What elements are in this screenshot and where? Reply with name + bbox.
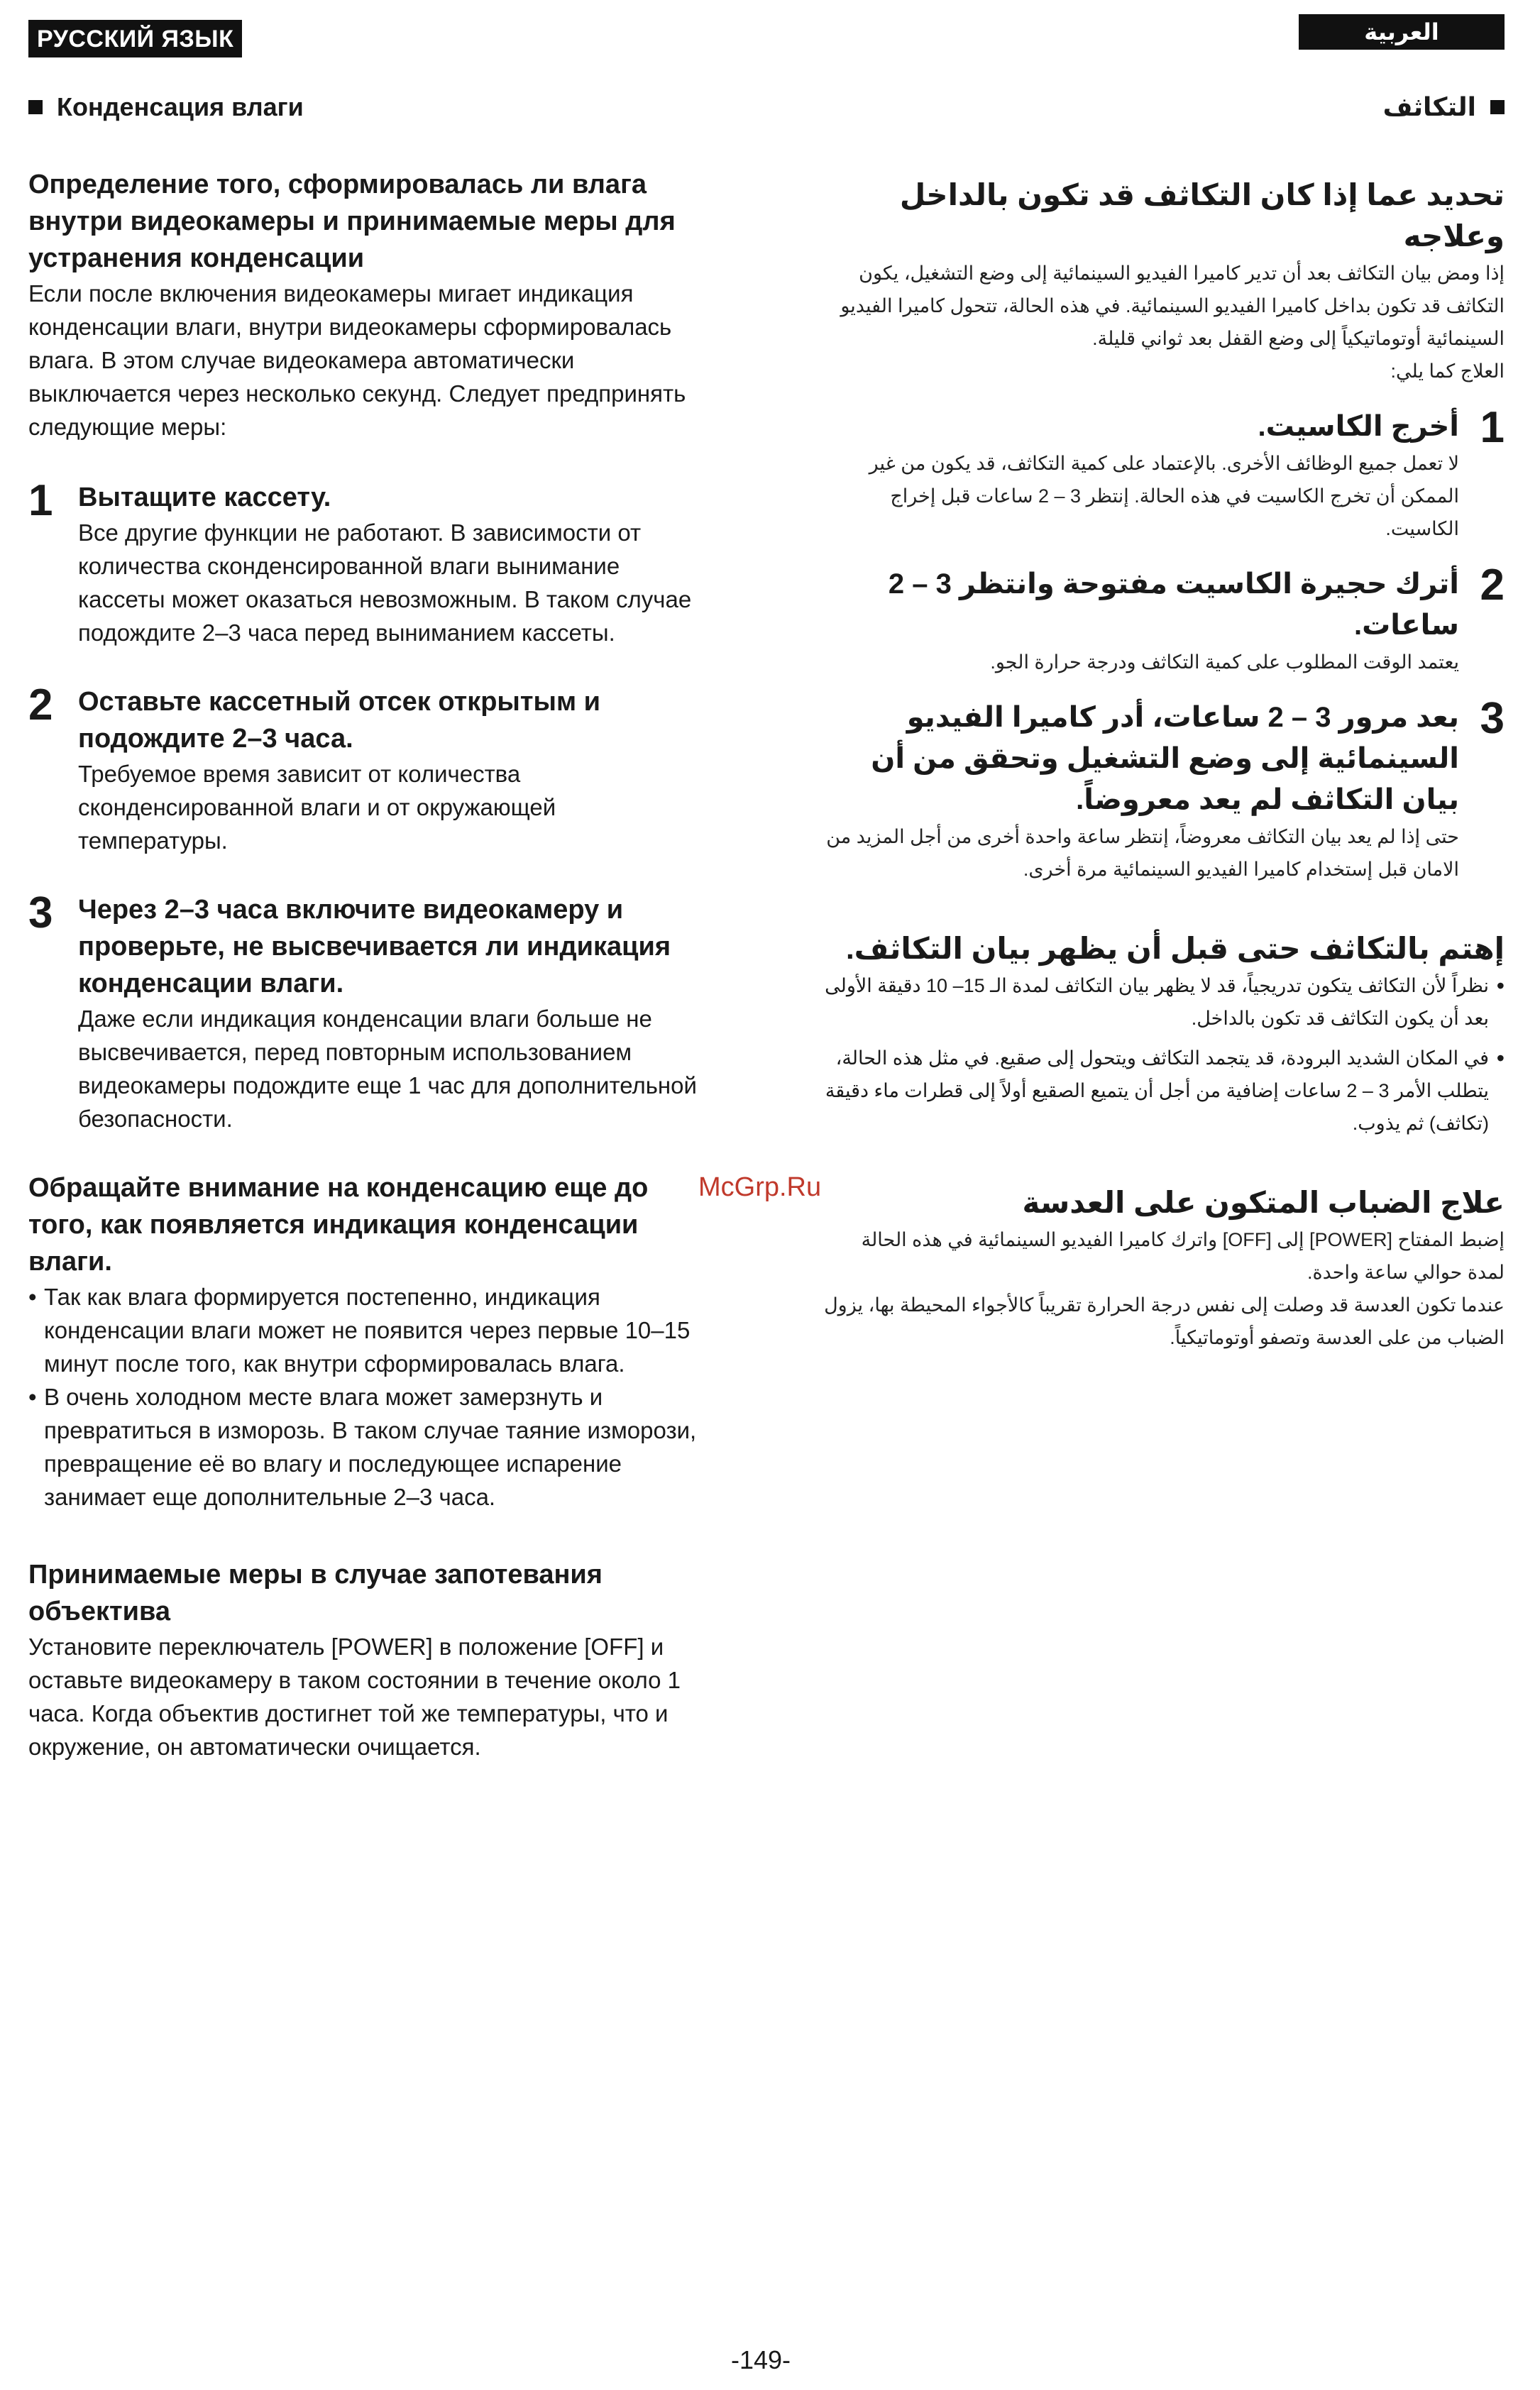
watermark: McGrp.Ru xyxy=(698,1172,822,1202)
ar-attention-list xyxy=(823,969,1505,1140)
ar-step xyxy=(823,403,1505,545)
ru-step-desc: Все другие функции не работают. В зависимости от количества сконденсированной влаги вынимание кассеты может оказаться невозможным. В таком случае подождите 2–3 часа перед выниманием кассеты. xyxy=(78,519,692,646)
arabic-language-tag: العربية xyxy=(1299,14,1505,50)
ru-step xyxy=(28,476,710,649)
list-item: • Так как влага формируется постепенно, индикация конденсации влаги может не появится через первые 10–15 минут после того, как внутри сформировалась влага. xyxy=(28,1280,710,1380)
ru-step-number: 1 xyxy=(28,476,53,525)
ar-step-desc: لا تعمل جميع الوظائف الأخرى. بالإعتماد على كمية التكاثف، قد يكون من غير الممكن أن تخرج الكاسيت في هذه الحالة. إنتظر 3 – 2 ساعات قبل إخراج الكاسيت. xyxy=(869,453,1459,539)
ar-step-desc: حتى إذا لم يعد بيان التكاثف معروضاً، إنتظر ساعة واحدة أخرى من أجل المزيد من الامان قبل إستخدام كاميرا الفيديو السينمائية مرة أخرى. xyxy=(826,826,1459,880)
ar-step-number: 2 xyxy=(1480,561,1505,610)
ar-step-number: 3 xyxy=(1480,694,1505,743)
list-item: • В очень холодном месте влага может замерзнуть и превратиться в изморозь. В таком случае таяние изморози, превращение её во влагу и последующее испарение занимает еще дополнительные 2–3 часа. xyxy=(28,1380,710,1514)
ru-section-title xyxy=(28,92,710,122)
ar-section-title-text: التكاثف xyxy=(1382,92,1476,121)
list-item: • في المكان الشديد البرودة، قد يتجمد التكاثف ويتحول إلى صقيع. في مثل هذه الحالة، يتطلب الأمر 3 – 2 ساعات إضافية من أجل أن يتميع الصقيع أولاً إلى قطرات ماء دقيقة (تكاثف) ثم يذوب. xyxy=(823,1042,1505,1140)
ar-lens-heading: علاج الضباب المتكون على العدسة xyxy=(1022,1186,1505,1219)
ru-attention-list xyxy=(28,1280,710,1514)
ar-step-desc: يعتمد الوقت المطلوب على كمية التكاثف ودرجة حرارة الجو. xyxy=(990,651,1459,673)
ar-intro-text: إذا ومض بيان التكاثف بعد أن تدير كاميرا الفيديو السينمائية إلى وضع التشغيل، يكون التكاثف قد تكون بداخل كاميرا الفيديو السينمائية. في هذه الحالة، تتحول كاميرا الفيديو السينمائية أوتوماتيكياً إلى وضع القفل بعد ثواني قليلة. xyxy=(840,263,1505,349)
ru-lens-text: Установите переключатель [POWER] в положение [OFF] и оставьте видеокамеру в таком состоянии в течение около 1 часа. Когда объектив достигнет той же температуры, что и окружение, он автоматически очищается. xyxy=(28,1634,681,1760)
ar-section-title xyxy=(823,92,1505,122)
ar-step xyxy=(823,563,1505,678)
page-number: -149- xyxy=(731,2345,791,2374)
ru-step xyxy=(28,888,710,1135)
ar-step xyxy=(823,694,1505,886)
ru-lens-heading: Принимаемые меры в случае запотевания объектива xyxy=(28,1560,603,1626)
ru-step-title: Вытащите кассету. xyxy=(78,483,331,512)
ar-intro-heading: تحديد عما إذا كان التكاثف قد تكون بالداخل وعلاجه xyxy=(899,178,1505,253)
ar-step-number: 1 xyxy=(1480,403,1505,452)
ru-step-desc: Даже если индикация конденсации влаги больше не высвечивается, перед повторным использованием видеокамеры подождите еще 1 час для дополнительной безопасности. xyxy=(78,1006,697,1132)
ru-step-title: Через 2–3 часа включите видеокамеру и проверьте, не высвечивается ли индикация конденсации влаги. xyxy=(78,895,671,998)
ar-intro-text-2: العلاج كما يلي: xyxy=(1390,360,1505,382)
ru-intro-heading: Определение того, сформировалась ли влага внутри видеокамеры и принимаемые меры для устранения конденсации xyxy=(28,170,676,273)
ru-section-title-text: Конденсация влаги xyxy=(57,92,304,121)
ru-step-title: Оставьте кассетный отсек открытым и подождите 2–3 часа. xyxy=(78,687,600,754)
arabic-column xyxy=(823,92,1505,1354)
square-bullet-icon xyxy=(1490,100,1505,114)
russian-language-tag: РУССКИЙ ЯЗЫК xyxy=(28,20,242,57)
ru-step-number: 2 xyxy=(28,681,53,729)
ar-lens-text: إضبط المفتاح [POWER] إلى [OFF] واترك كاميرا الفيديو السينمائية في هذه الحالة لمدة حوالي ساعة واحدة. xyxy=(861,1229,1505,1283)
ru-attention-heading: Обращайте внимание на конденсацию еще до того, как появляется индикация конденсации влаги. xyxy=(28,1173,649,1277)
ru-intro-text: Если после включения видеокамеры мигает индикация конденсации влаги, внутри видеокамеры сформировалась влага. В этом случае видеокамера автоматически выключается через несколько секунд. Следует предпринять следующие меры: xyxy=(28,280,686,440)
ru-step xyxy=(28,683,710,857)
ru-step-number: 3 xyxy=(28,888,53,937)
ar-attention-heading: إهتم بالتكاثف حتى قبل أن يظهر بيان التكاثف. xyxy=(845,932,1505,965)
ar-step-title: بعد مرور 3 – 2 ساعات، أدر كاميرا الفيديو السينمائية إلى وضع التشغيل وتحقق من أن بيان التكاثف لم يعد معروضاً. xyxy=(871,702,1459,815)
russian-column xyxy=(28,92,710,1763)
square-bullet-icon xyxy=(28,100,43,114)
list-item: • نظراً لأن التكاثف يتكون تدريجياً، قد لا يظهر بيان التكاثف لمدة الـ 15– 10 دقيقة الأولى بعد أن يكون التكاثف قد تكون بالداخل. xyxy=(823,969,1505,1035)
ar-step-title: أخرج الكاسيت. xyxy=(1258,411,1459,442)
ru-step-desc: Требуемое время зависит от количества сконденсированной влаги и от окружающей температуры. xyxy=(78,761,556,854)
ar-lens-text-2: عندما تكون العدسة قد وصلت إلى نفس درجة الحرارة تقريباً كالأجواء المحيطة بها، يزول الضباب من على العدسة وتصفو أوتوماتيكياً. xyxy=(824,1294,1505,1348)
ar-step-title: أترك حجيرة الكاسيت مفتوحة وانتظر 3 – 2 ساعات. xyxy=(888,568,1459,641)
